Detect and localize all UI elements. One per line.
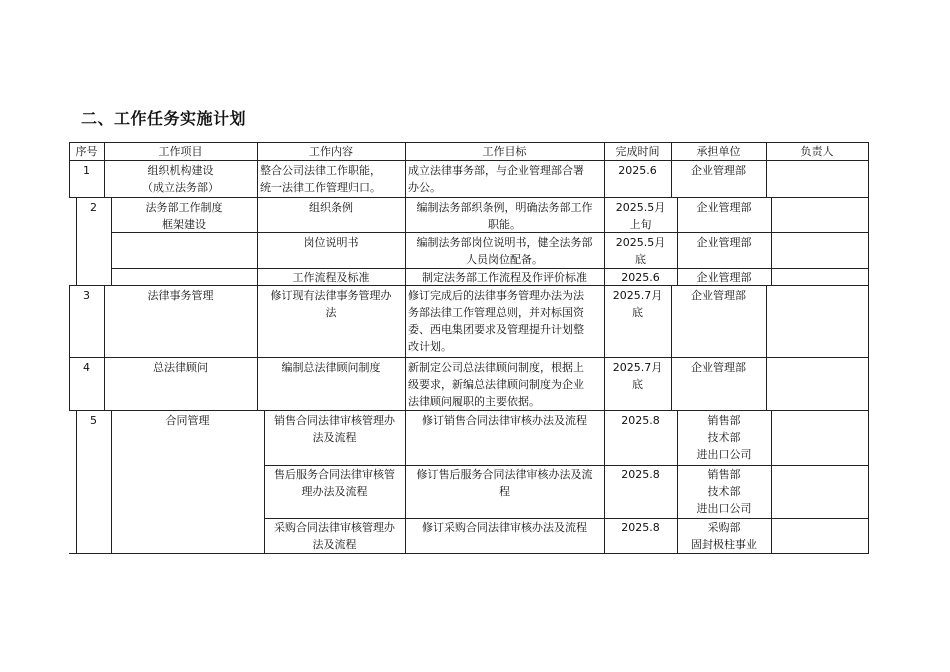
header-content: 工作内容 (309, 145, 353, 158)
table-rule-v (405, 410, 406, 554)
row-1-unit: 企业管理部 (691, 164, 746, 177)
row-4-unit: 企业管理部 (691, 361, 746, 374)
header-item: 工作项目 (158, 145, 203, 158)
row-5-sub-3-unit: 采购部 固封极柱事业 (691, 521, 757, 551)
table-rule-v (766, 142, 767, 198)
row-5-sub-1-goal: 修订销售合同法律审核办法及流程 (422, 414, 587, 427)
table-rule-v (604, 285, 605, 411)
row-5-sub-2-goal: 修订售后服务合同法律审核办法及流 程 (416, 468, 593, 498)
table-rule-v (868, 197, 869, 286)
row-1-goal: 成立法律事务部，与企业管理部合署 办公。 (408, 164, 584, 194)
table-rule-v (257, 142, 258, 198)
row-2-sub-1-goal: 编制法务部织条例，明确法务部工作 职能。 (416, 201, 593, 231)
table-rule-v (405, 197, 406, 286)
row-4-seq: 4 (83, 361, 90, 374)
row-3-goal: 修订完成后的法律事务管理办法为法 务部法律工作管理总则，并对标国资 委、西电集团要求及管理提升计划整 改计划。 (408, 289, 584, 353)
row-5-item: 合同管理 (165, 414, 210, 427)
row-2-sub-2-content: 岗位说明书 (303, 236, 359, 249)
header-owner: 负责人 (800, 145, 834, 158)
table-rule-v (771, 197, 772, 286)
table-rule-v (405, 285, 406, 411)
row-2-seq: 2 (90, 201, 97, 214)
header-seq: 序号 (75, 145, 98, 158)
table-rule-v (69, 285, 70, 411)
row-2-sub-3-content: 工作流程及标准 (292, 271, 370, 284)
row-2-sub-3-unit: 企业管理部 (696, 271, 752, 284)
table-rule-v (677, 197, 678, 286)
table-rule-h (69, 197, 869, 198)
row-2-sub-2-time: 2025.5月 底 (615, 236, 666, 266)
row-5-sub-3-content: 采购合同法律审核管理办 法及流程 (274, 521, 395, 551)
table-rule-v (766, 285, 767, 411)
table-rule-v (257, 197, 258, 286)
table-rule-v (671, 285, 672, 411)
table-rule-v (677, 410, 678, 554)
table-rule-v (264, 410, 265, 554)
table-rule-v (76, 197, 77, 286)
table-rule-h (69, 410, 869, 411)
row-2-sub-2-goal: 编制法务部岗位说明书，健全法务部 人员岗位配备。 (416, 236, 593, 266)
row-2-sub-3-goal: 制定法务部工作流程及作评价标准 (422, 271, 587, 284)
row-1-item: 组织机构建设 （成立法务部） (142, 164, 219, 194)
row-4-time: 2025.7月 底 (612, 361, 663, 391)
section-heading: 二、工作任务实施计划 (81, 109, 247, 128)
table-rule-v (69, 142, 70, 198)
table-rule-v (771, 410, 772, 554)
row-2-sub-2-unit: 企业管理部 (696, 236, 752, 249)
table-rule-v (76, 410, 77, 554)
row-1-seq: 1 (83, 164, 90, 177)
row-2-sub-3-time: 2025.6 (621, 271, 660, 284)
table-rule-v (868, 410, 869, 554)
table-rule-v (868, 142, 869, 198)
row-2-sub-1-time: 2025.5月 上旬 (615, 201, 666, 231)
table-rule-v (111, 410, 112, 554)
table-rule-v (405, 142, 406, 198)
table-rule-v (868, 285, 869, 411)
row-4-content: 编制总法律顾问制度 (281, 361, 381, 374)
row-5-sub-2-unit: 销售部 技术部 进出口公司 (696, 468, 752, 515)
table-rule-v (104, 285, 105, 411)
row-1-content: 整合公司法律工作职能， 统一法律工作管理归口。 (260, 164, 381, 194)
row-5-sub-3-goal: 修订采购合同法律审核办法及流程 (422, 521, 587, 534)
table-rule-h (69, 160, 869, 161)
table-rule-h (69, 357, 869, 358)
table-rule-v (671, 142, 672, 198)
row-5-seq: 5 (90, 414, 97, 427)
row-4-item: 总法律顾问 (153, 361, 208, 374)
table-rule-v (604, 197, 605, 286)
table-rule-v (104, 142, 105, 198)
table-rule-h (69, 553, 869, 554)
row-5-sub-3-time: 2025.8 (621, 521, 660, 534)
row-3-seq: 3 (83, 289, 90, 302)
row-5-sub-2-content: 售后服务合同法律审核管 理办法及流程 (274, 468, 395, 498)
row-4-goal: 新制定公司总法律顾问制度，根据上 级要求，新编总法律顾问制度为企业 法律顾问履职的主要依据。 (408, 361, 584, 408)
row-3-time: 2025.7月 底 (612, 289, 663, 319)
row-2-item: 法务部工作制度 框架建设 (145, 201, 223, 231)
row-5-sub-2-time: 2025.8 (621, 468, 660, 481)
row-5-sub-1-time: 2025.8 (621, 414, 660, 427)
row-5-sub-1-content: 销售合同法律审核管理办 法及流程 (274, 414, 395, 444)
header-time: 完成时间 (615, 145, 660, 158)
header-goal: 工作目标 (482, 145, 527, 158)
row-3-unit: 企业管理部 (691, 289, 746, 302)
row-3-content: 修订现有法律事务管理办 法 (270, 289, 392, 319)
row-1-time: 2025.6 (618, 164, 657, 177)
table-rule-v (604, 410, 605, 554)
table-rule-v (257, 285, 258, 411)
row-3-item: 法律事务管理 (147, 289, 214, 302)
header-unit: 承担单位 (696, 145, 741, 158)
row-2-sub-1-unit: 企业管理部 (696, 201, 752, 214)
row-5-sub-1-unit: 销售部 技术部 进出口公司 (696, 414, 752, 461)
table-rule-v (604, 142, 605, 198)
table-rule-v (111, 197, 112, 286)
row-2-sub-1-content: 组织条例 (309, 201, 353, 214)
